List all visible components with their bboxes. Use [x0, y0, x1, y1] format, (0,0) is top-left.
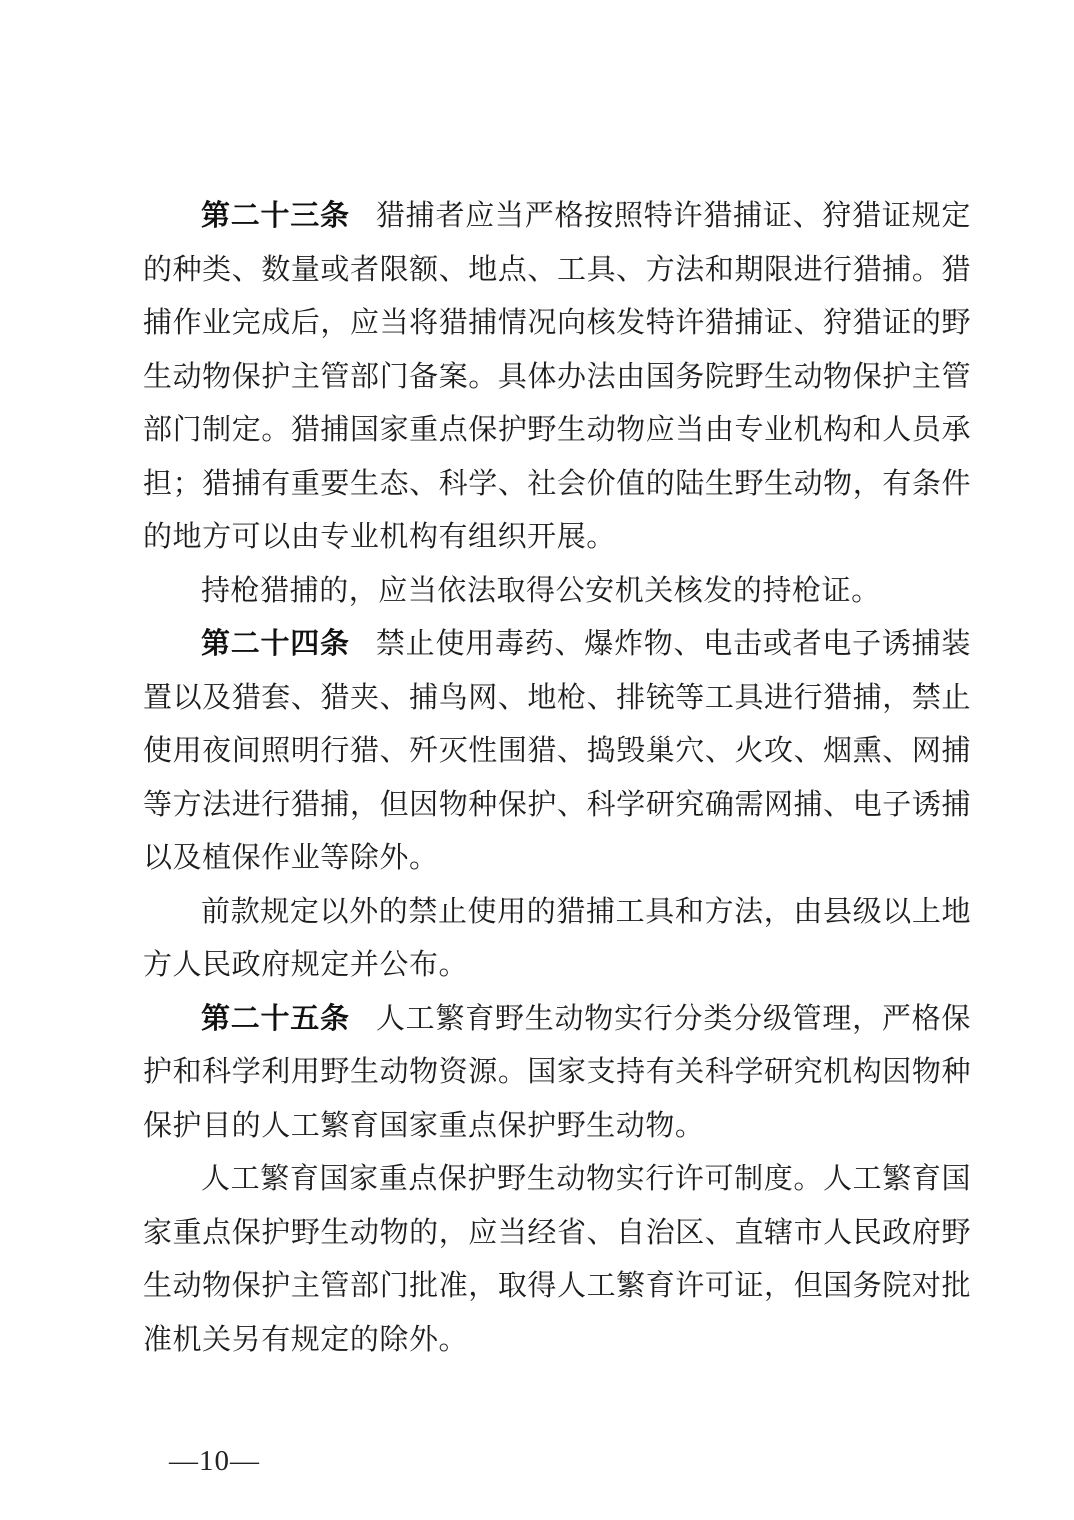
- article-24-clause-2-text: 前款规定以外的禁止使用的猎捕工具和方法，由县级以上地方人民政府规定并公布。: [143, 895, 971, 981]
- article-25-text: 人工繁育野生动物实行分类分级管理，严格保护和科学利用野生动物资源。国家支持有关科学研究机构因物种保护目的人工繁育国家重点保护野生动物。: [143, 1002, 971, 1142]
- article-23-clause-2-text: 持枪猎捕的，应当依法取得公安机关核发的持枪证。: [201, 574, 881, 607]
- article-24-clause-2-paragraph: [143, 886, 971, 993]
- page-number: —10—: [169, 1445, 260, 1477]
- article-25-paragraph: [143, 993, 971, 1154]
- article-24-paragraph: [143, 618, 971, 886]
- article-24-text: 禁止使用毒药、爆炸物、电击或者电子诱捕装置以及猎套、猎夹、捕鸟网、地枪、排铳等工具进行猎捕，禁止使用夜间照明行猎、歼灭性围猎、捣毁巢穴、火攻、烟熏、网捕等方法进行猎捕，但因物种保护、科学研究确需网捕、电子诱捕以及植保作业等除外。: [143, 628, 971, 874]
- article-25-number: 第二十五条: [201, 1002, 350, 1035]
- article-23-clause-2-paragraph: [143, 565, 971, 619]
- article-25-clause-2-text: 人工繁育国家重点保护野生动物实行许可制度。人工繁育国家重点保护野生动物的，应当经省、自治区、直辖市人民政府野生动物保护主管部门批准，取得人工繁育许可证，但国务院对批准机关另有规定的除外。: [143, 1163, 971, 1356]
- article-24-number: 第二十四条: [201, 628, 350, 660]
- article-23-text: 猎捕者应当严格按照特许猎捕证、狩猎证规定的种类、数量或者限额、地点、工具、方法和期限进行猎捕。猎捕作业完成后，应当将猎捕情况向核发特许猎捕证、狩猎证的野生动物保护主管部门备案。具体办法由国务院野生动物保护主管部门制定。猎捕国家重点保护野生动物应当由专业机构和人员承担；猎捕有重要生态、科学、社会价值的陆生野生动物，有条件的地方可以由专业机构有组织开展。: [143, 200, 971, 553]
- article-25-clause-2-paragraph: [143, 1153, 971, 1367]
- article-23-number: 第二十三条: [201, 200, 350, 232]
- article-23-paragraph: [143, 190, 971, 565]
- document-body: [143, 190, 971, 1367]
